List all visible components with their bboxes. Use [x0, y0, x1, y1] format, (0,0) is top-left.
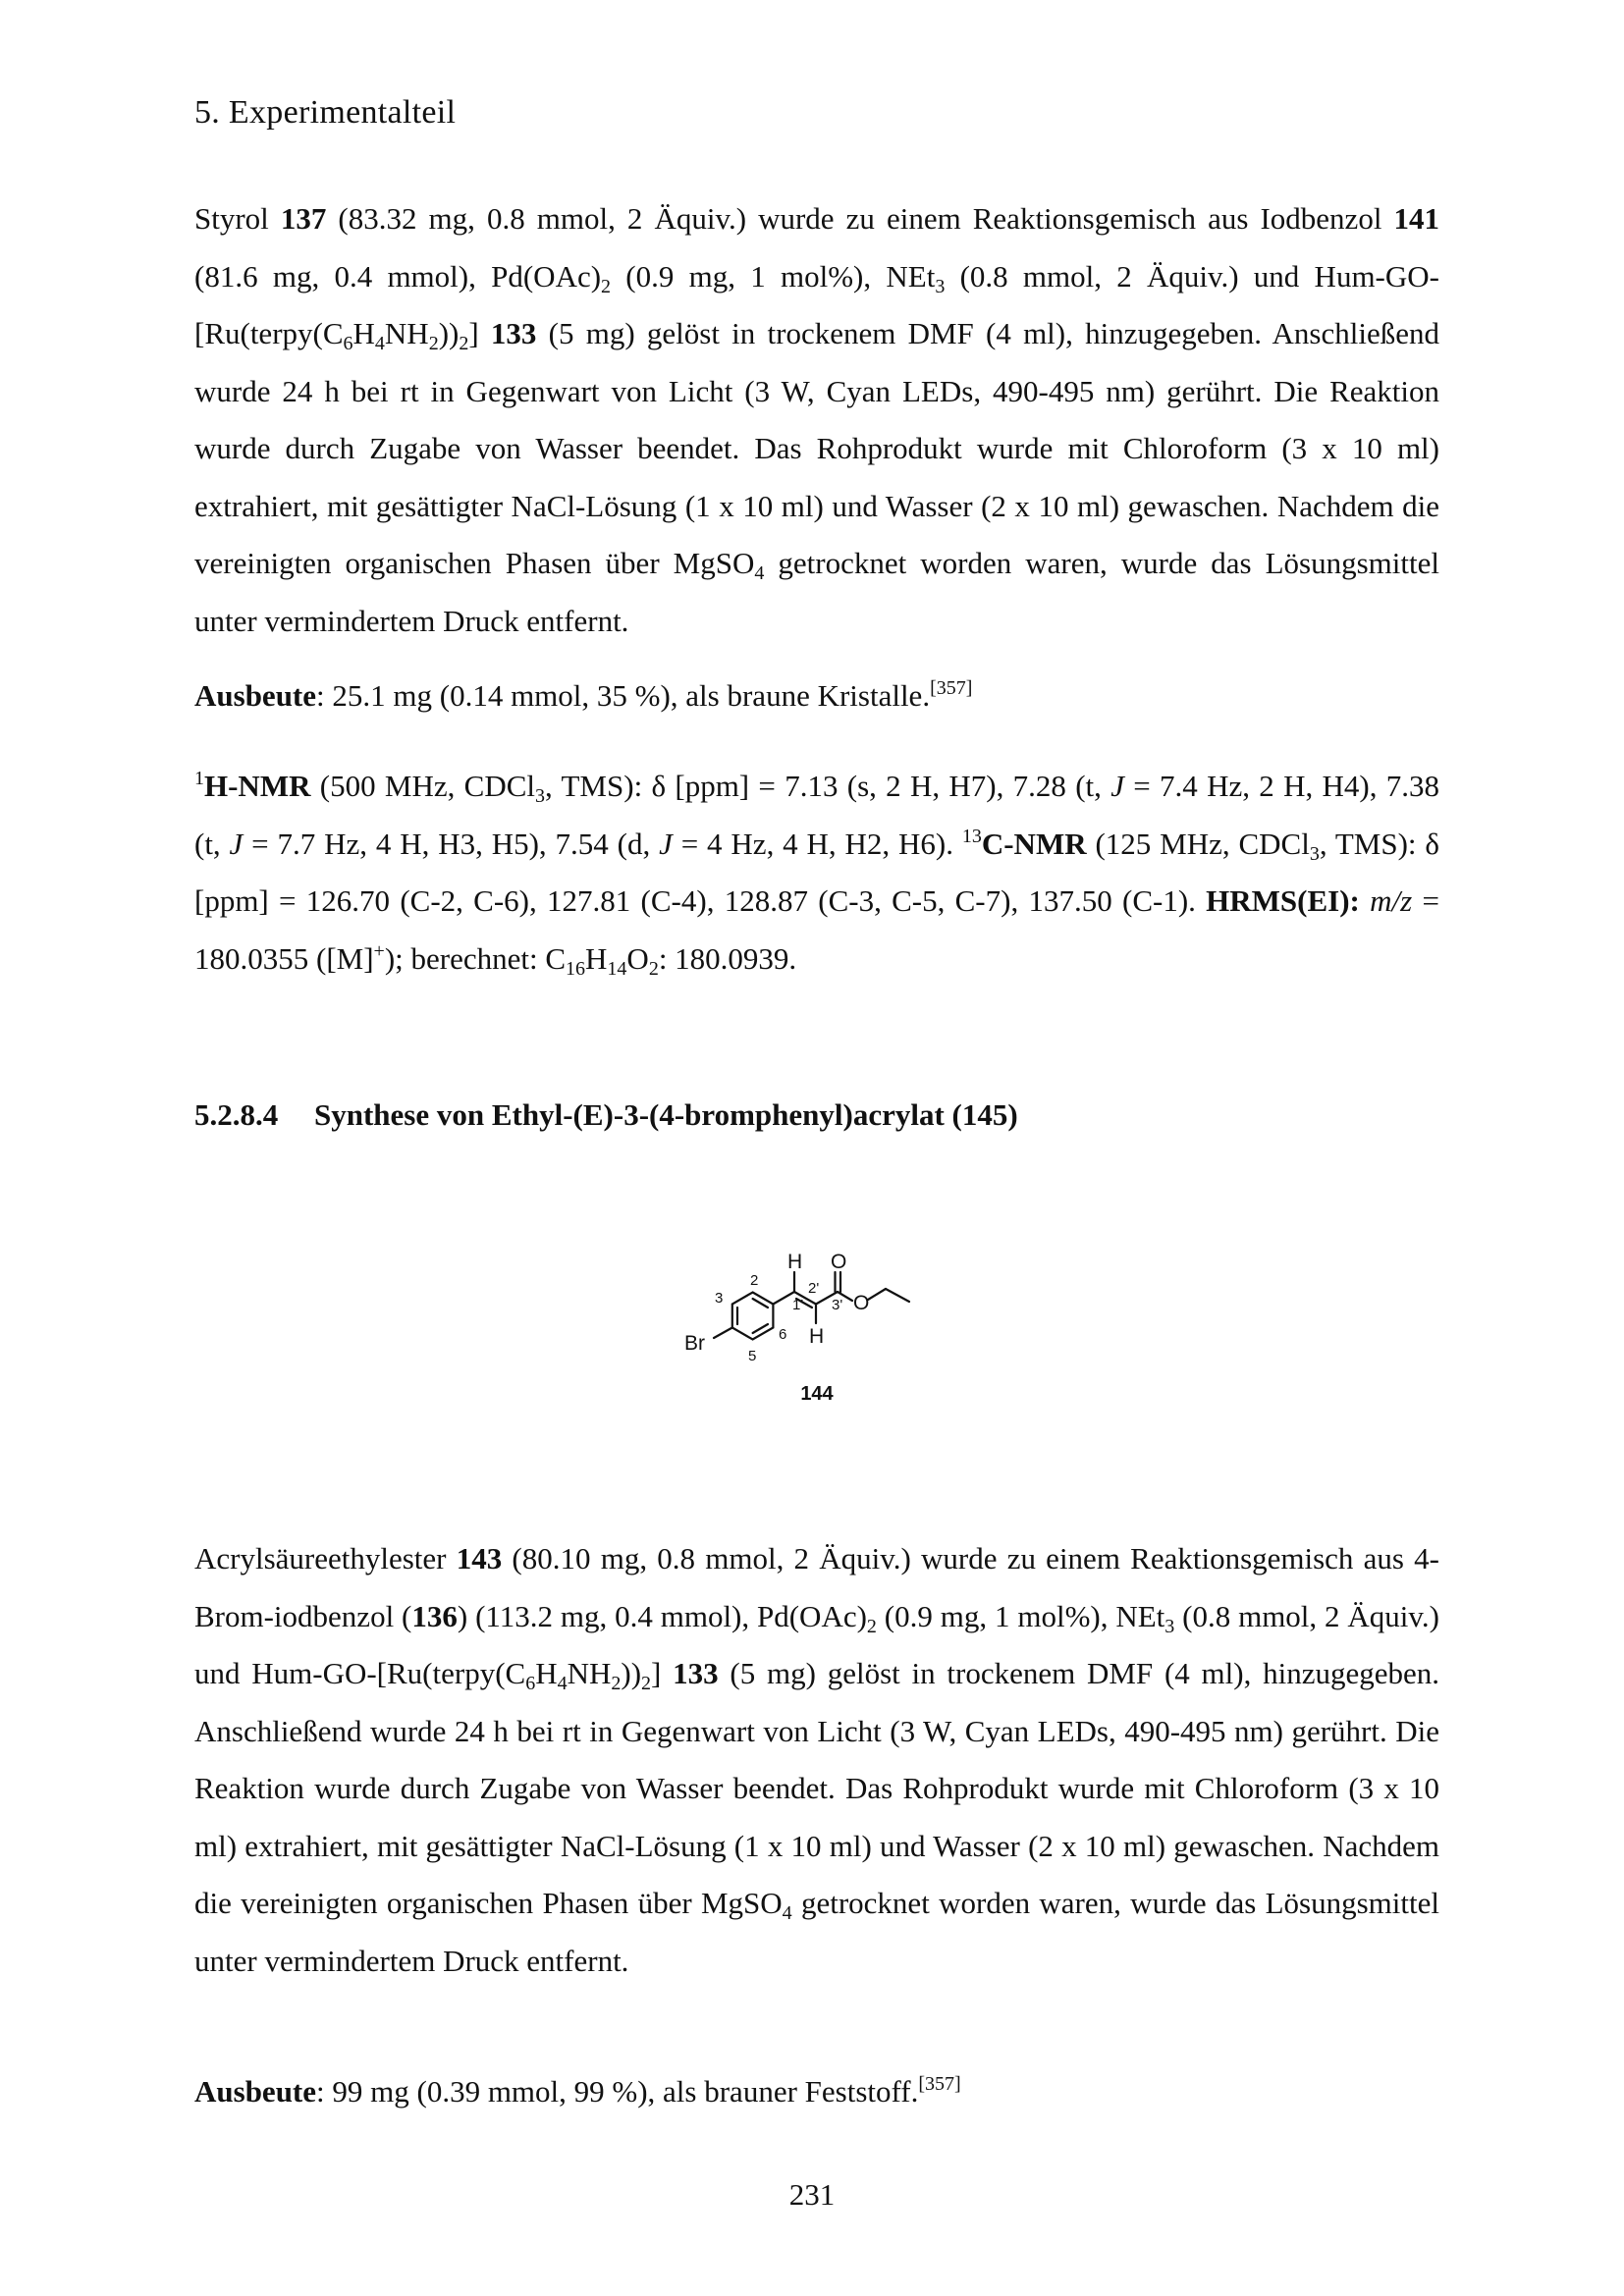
- locant-3: 3: [715, 1290, 724, 1307]
- locant-5: 5: [748, 1348, 757, 1364]
- procedure-paragraph-2: Acrylsäureethylester 143 (80.10 mg, 0.8 mmol, 2 Äquiv.) wurde zu einem Reaktionsgemisch aus 4-Brom-iodbenzol (136) (113.2 mg, 0.4 mmol), $Pd(OAc)_2$ (0.9 mg, 1 mol%), NEt$_3$ (0.8 mmol, 2 Äquiv.) und Hum-$GO-[Ru(terpy(C_6H_4NH_2))_2]$ 133 (5 mg) gelöst in trockenem DMF (4 ml), hinzugegeben. Anschließend wurde 24 h bei rt in Gegenwart von Licht (3 W, Cyan LEDs, 490-495 nm) gerührt. Die Reaktion wurde durch Zugabe von Wasser beendet. Das Rohprodukt wurde mit Chloroform (3 x 10 ml) extrahiert, mit gesättigter NaCl-Lösung (1 x 10 ml) und Wasser (2 x 10 ml) gewaschen. Nachdem die vereinigten organischen Phasen über MgSO$_4$ getrocknet worden waren, wurde das Lösungsmittel unter vermindertem Druck entfernt.: [194, 1541, 1440, 1978]
- nmr-data-paragraph: $^1$H-NMR (500 MHz, CDCl$_3$, TMS): δ [ppm] = 7.13 (s, 2 H, H7), 7.28 (t, J = 7.4 Hz, 2 H, H4), 7.38 (t, J = 7.7 Hz, 4 H, H3, H5), 7.54 (d, J = 4 Hz, 4 H, H2, H6). $^{13}$C-NMR (125 MHz, CDCl$_3$, TMS): δ [ppm] = 126.70 (C-2, C-6), 127.81 (C-4), 128.87 (C-3, C-5, C-7), 137.50 (C-1). HRMS(EI): m/z = 180.0355 ([M]+); berechnet: $C_{16}H_{14}O_2$: 180.0939.: [194, 768, 1440, 980]
- section-heading: [194, 1097, 1018, 1133]
- locant-3-prime: 3': [832, 1297, 843, 1313]
- section-title: Synthese von Ethyl-(E)-3-(4-bromphenyl)acrylat (145): [314, 1097, 1018, 1132]
- locant-6: 6: [779, 1326, 787, 1343]
- page-number: 231: [788, 2177, 836, 2212]
- ethyl-bond-2: [886, 1289, 909, 1302]
- atom-h-bottom: H: [809, 1325, 825, 1348]
- chapter-header: 5. Experimentalteil: [194, 94, 457, 131]
- yield-line-2: Ausbeute: 99 mg (0.39 mmol, 99 %), als brauner Feststoff.[357]: [194, 2073, 961, 2109]
- locant-1-prime: 1': [792, 1297, 804, 1313]
- atom-h-top: H: [787, 1251, 803, 1273]
- compound-number: 144: [800, 1383, 834, 1405]
- c-br-bond: [714, 1328, 732, 1339]
- atom-o-top: O: [831, 1251, 847, 1273]
- ethyl-bond-1: [868, 1289, 886, 1300]
- yield-line-1: Ausbeute: 25.1 mg (0.14 mmol, 35 %), als braune Kristalle.[357]: [194, 677, 973, 713]
- locant-2: 2: [750, 1272, 759, 1289]
- procedure-paragraph-1: Styrol 137 (83.32 mg, 0.8 mmol, 2 Äquiv.) wurde zu einem Reaktionsgemisch aus Iodbenzol 141 (81.6 mg, 0.4 mmol), $Pd(OAc)_2$ (0.9 mg, 1 mol%), NEt$_3$ (0.8 mmol, 2 Äquiv.) und Hum-$GO-[Ru(terpy(C_6H_4NH_2))_2]$ 133 (5 mg) gelöst in trockenem DMF (4 ml), hinzugegeben. Anschließend wurde 24 h bei rt in Gegenwart von Licht (3 W, Cyan LEDs, 490-495 nm) gerührt. Die Reaktion wurde durch Zugabe von Wasser beendet. Das Rohprodukt wurde mit Chloroform (3 x 10 ml) extrahiert, mit gesättigter NaCl-Lösung (1 x 10 ml) und Wasser (2 x 10 ml) gewaschen. Nachdem die vereinigten organischen Phasen über MgSO$_4$ getrocknet worden waren, wurde das Lösungsmittel unter vermindertem Druck entfernt.: [194, 201, 1439, 638]
- chemical-structure-144: [660, 1235, 974, 1416]
- locant-2-prime: 2': [808, 1280, 820, 1297]
- section-number: 5.2.8.4: [194, 1097, 279, 1132]
- ring-vinyl-bond: [773, 1292, 794, 1305]
- atom-br: Br: [684, 1332, 705, 1355]
- atom-o-ester: O: [853, 1292, 870, 1314]
